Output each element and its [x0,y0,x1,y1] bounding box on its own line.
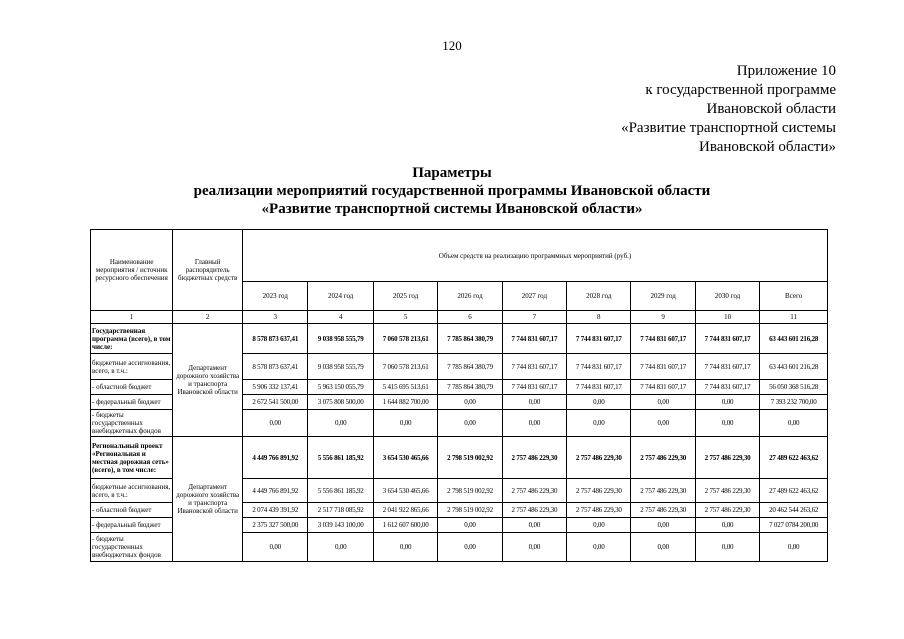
value-cell: 3 075 808 500,00 [308,395,373,410]
row-label: бюджетные ассигнования, всего, в т.ч.: [91,354,173,380]
value-cell: 7 744 831 607,17 [567,354,631,380]
value-cell: 0,00 [631,533,695,562]
year-header: 2024 год [308,282,373,311]
row-label: - федеральный бюджет [91,395,173,410]
value-cell: 7 744 831 607,17 [502,354,566,380]
value-cell: 2 798 519 002,92 [438,479,502,503]
value-cell: 5 415 695 513,61 [373,380,437,395]
department-cell: Департамент дорожного хозяйства и транспорта Ивановской области [173,324,243,437]
column-number: 2 [173,311,243,324]
appendix-line: «Развитие транспортной системы [621,120,836,136]
value-cell: 2 798 519 002,92 [438,437,502,479]
appendix-line: Приложение 10 [736,63,836,79]
value-cell: 0,00 [567,410,631,437]
value-cell: 0,00 [308,410,373,437]
parameters-table [90,229,828,562]
title-line: «Развитие транспортной системы Ивановской области» [261,201,643,217]
value-cell: 0,00 [308,533,373,562]
value-cell: 7 744 831 607,17 [567,324,631,354]
value-cell: 8 578 873 637,41 [243,324,308,354]
value-cell: 1 612 607 600,00 [373,518,437,533]
total-cell: 7 393 232 700,00 [760,395,828,410]
value-cell: 0,00 [438,518,502,533]
total-cell: 0,00 [760,410,828,437]
value-cell: 0,00 [695,518,759,533]
year-header: 2028 год [567,282,631,311]
value-cell: 7 785 864 380,79 [438,324,502,354]
value-cell: 1 644 882 700,00 [373,395,437,410]
value-cell: 2 757 486 229,30 [567,479,631,503]
value-cell: 0,00 [567,533,631,562]
table-row [91,324,828,354]
column-number: 9 [631,311,695,324]
row-label: - бюджеты государственных внебюджетных фондов [91,410,173,437]
row-label: - областной бюджет [91,503,173,518]
appendix-note [621,62,836,157]
value-cell: 8 578 873 637,41 [243,354,308,380]
value-cell: 0,00 [502,518,566,533]
value-cell: 0,00 [438,533,502,562]
total-cell: 27 489 622 463,62 [760,437,828,479]
value-cell: 0,00 [695,410,759,437]
year-header: 2026 год [438,282,502,311]
value-cell: 2 757 486 229,30 [695,503,759,518]
column-number: 5 [373,311,437,324]
value-cell: 0,00 [243,410,308,437]
value-cell: 2 757 486 229,30 [502,479,566,503]
row-label: - федеральный бюджет [91,518,173,533]
year-header: 2030 год [695,282,759,311]
total-cell: 63 443 601 216,28 [760,324,828,354]
value-cell: 7 744 831 607,17 [631,324,695,354]
appendix-line: к государственной программе [645,82,836,98]
column-number: 3 [243,311,308,324]
row-label: - бюджеты государственных внебюджетных фондов [91,533,173,562]
total-cell: 63 443 601 216,28 [760,354,828,380]
column-number: 4 [308,311,373,324]
appendix-line: Ивановской области» [699,139,836,155]
value-cell: 7 060 578 213,61 [373,354,437,380]
value-cell: 2 375 327 500,00 [243,518,308,533]
value-cell: 5 556 861 185,92 [308,437,373,479]
column-number: 8 [567,311,631,324]
value-cell: 7 744 831 607,17 [502,380,566,395]
title-line: реализации мероприятий государственной программы Ивановской области [193,183,711,199]
value-cell: 0,00 [631,410,695,437]
value-cell: 7 744 831 607,17 [695,380,759,395]
value-cell: 4 449 766 891,92 [243,437,308,479]
value-cell: 0,00 [631,395,695,410]
document-title [0,164,904,218]
value-cell: 2 757 486 229,30 [631,479,695,503]
value-cell: 4 449 766 891,92 [243,479,308,503]
value-cell: 0,00 [438,395,502,410]
value-cell: 2 757 486 229,30 [502,437,566,479]
row-label: бюджетные ассигнования, всего, в т.ч.: [91,479,173,503]
value-cell: 7 785 864 380,79 [438,354,502,380]
value-cell: 2 757 486 229,30 [695,479,759,503]
year-header: 2025 год [373,282,437,311]
value-cell: 2 757 486 229,30 [631,503,695,518]
column-number: 7 [502,311,566,324]
value-cell: 3 654 530 465,66 [373,479,437,503]
value-cell: 7 744 831 607,17 [695,324,759,354]
total-cell: 20 462 544 263,62 [760,503,828,518]
total-cell: 0,00 [760,533,828,562]
year-header: 2029 год [631,282,695,311]
value-cell: 9 038 958 555,79 [308,354,373,380]
row-label: - областной бюджет [91,380,173,395]
column-number: 10 [695,311,759,324]
column-number: 11 [760,311,828,324]
value-cell: 2 757 486 229,30 [567,437,631,479]
table-row [91,437,828,479]
value-cell: 7 744 831 607,17 [631,380,695,395]
value-cell: 5 906 332 137,41 [243,380,308,395]
row-label: Государственная программа (всего), в том числе: [91,324,173,354]
total-cell: 27 489 622 463,62 [760,479,828,503]
value-cell: 2 757 486 229,30 [502,503,566,518]
value-cell: 0,00 [243,533,308,562]
value-cell: 0,00 [567,395,631,410]
value-cell: 5 556 861 185,92 [308,479,373,503]
value-cell: 2 757 486 229,30 [567,503,631,518]
row-label: Региональный проект «Региональная и местная дорожная сеть» (всего), в том числе: [91,437,173,479]
value-cell: 3 039 143 100,00 [308,518,373,533]
value-cell: 0,00 [695,395,759,410]
total-header: Всего [760,282,828,311]
value-cell: 0,00 [631,518,695,533]
value-cell: 0,00 [373,410,437,437]
value-cell: 2 517 718 085,92 [308,503,373,518]
department-cell: Департамент дорожного хозяйства и транспорта Ивановской области [173,437,243,562]
year-header: 2023 год [243,282,308,311]
value-cell: 2 041 922 865,66 [373,503,437,518]
appendix-line: Ивановской области [706,101,836,117]
value-cell: 0,00 [695,533,759,562]
value-cell: 7 060 578 213,61 [373,324,437,354]
value-cell: 0,00 [438,410,502,437]
value-cell: 0,00 [373,533,437,562]
total-cell: 56 050 368 516,28 [760,380,828,395]
header-name-cell: Наименование мероприятия / источник ресурсного обеспечения [91,230,173,311]
value-cell: 0,00 [502,410,566,437]
column-number: 1 [91,311,173,324]
value-cell: 2 757 486 229,30 [631,437,695,479]
column-number: 6 [438,311,502,324]
value-cell: 2 757 486 229,30 [695,437,759,479]
value-cell: 2 672 541 500,00 [243,395,308,410]
value-cell: 0,00 [502,395,566,410]
value-cell: 7 744 831 607,17 [695,354,759,380]
value-cell: 7 744 831 607,17 [567,380,631,395]
value-cell: 2 074 439 391,92 [243,503,308,518]
value-cell: 9 038 958 555,79 [308,324,373,354]
column-numbers-row [91,311,828,324]
header-dept-cell: Главный распорядитель бюджетных средств [173,230,243,311]
value-cell: 5 963 150 055,79 [308,380,373,395]
value-cell: 7 744 831 607,17 [502,324,566,354]
title-line: Параметры [412,165,492,181]
value-cell: 7 785 864 380,79 [438,380,502,395]
value-cell: 7 744 831 607,17 [631,354,695,380]
value-cell: 3 654 530 465,66 [373,437,437,479]
value-cell: 0,00 [567,518,631,533]
header-volume-cell: Объем средств на реализацию программных мероприятий (руб.) [243,230,828,282]
year-header: 2027 год [502,282,566,311]
page-number: 120 [442,38,462,53]
total-cell: 7 027 0784 200,00 [760,518,828,533]
value-cell: 0,00 [502,533,566,562]
value-cell: 2 798 519 002,92 [438,503,502,518]
